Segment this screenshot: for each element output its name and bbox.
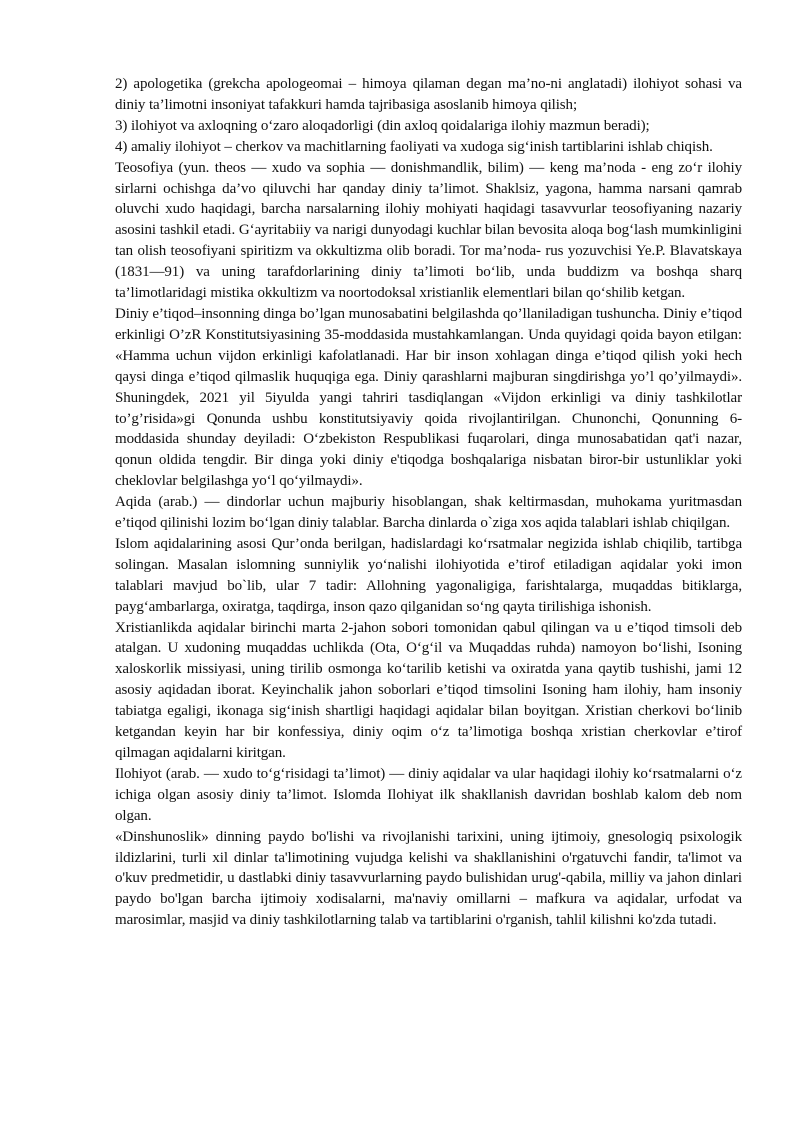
paragraph-apologetika: 2) apologetika (grekcha apologeomai – himoya qilaman degan ma’no-ni anglatadi) ilohiyot sohasi va diniy ta’limotni insoniyat tafakkuri hamda tajribasiga asoslanib himoya qilish;	[115, 76, 742, 113]
paragraph-practical-theology: 4) amaliy ilohiyot – cherkov va machitlarning faoliyati va xudoga sig‘inish tartiblarini ishlab chiqish.	[115, 138, 713, 155]
paragraph-xristianlik: Xristianlikda aqidalar birinchi marta 2-jahon sobori tomonidan qabul qilingan va u e’tiqod timsoli deb atalgan. U xudoning muqaddas uchlikda (Ota, O‘g‘il va Muqaddas ruhda) namoyon bo‘lishi, Isoning xaloskorlik missiyasi, uning tirilib osmonga ko‘tarilib ketishi va oxiratda yana qaytib tushishi, jami 12 asosiy aqidadan iborat. Keyinchalik jahon soborlari e’tiqod timsolini Isoning ham ilohiy, ham insoniy tabiatga egaligi, ikonaga sig‘inish shartligi haqidagi aqidalar bilan boyitgan. Xristian cherkovi bo‘linib ketgandan keyin har bir konfessiya, diniy oqim o‘z ta’limotiga boshqa xristian cherkovlar e’tirof qilmagan aqidalarni kiritgan.	[115, 619, 742, 761]
paragraph-islom-aqidalari: Islom aqidalarining asosi Qur’onda berilgan, hadislardagi ko‘rsatmalar negizida ishlab chiqilib, tartibga solingan. Masalan islomning sunniylik yo‘nalishi ilohiyotida e’tirof etiladigan aqidalar yoki imon talablari mavjud bo`lib, ular 7 tadir: Allohning yagonaligiga, farishtalarga, muqaddas bitiklarga, payg‘ambarlarga, oxiratga, taqdirga, inson qazo qilganidan so‘ng qayta tirilishiga ishonish.	[115, 535, 742, 615]
paragraph-ilohiyot: Ilohiyot (arab. — xudo to‘g‘risidagi ta’limot) — diniy aqidalar va ular haqidagi ilohiy ko‘rsatmalarni o‘z ichiga olgan asosiy diniy ta’limot. Islomda Ilohiyat ilk shakllanish davridan boshlab kalom deb nom olgan.	[115, 765, 742, 824]
paragraph-aqida: Aqida (arab.) — dindorlar uchun majburiy hisoblangan, shak keltirmasdan, muhokama yuritmasdan e’tiqod qilinishi lozim bo‘lgan diniy talablar. Barcha dinlarda o`ziga xos aqida talablari ishlab chiqilgan.	[115, 494, 742, 532]
paragraph-ethics-relation: 3) ilohiyot va axloqning o‘zaro aloqadorligi (din axloq qoidalariga ilohiy mazmun beradi);	[115, 117, 650, 134]
paragraph-teosofiya: Teosofiya (yun. theos — xudo va sophia — donishmandlik, bilim) — keng ma’noda - eng zo‘r ilohiy sirlarni ochishga da’vo qiluvchi har qanday diniy ta’limot. Shaklsiz, yagona, hamma narsani qamrab oluvchi xudo haqidagi, barcha narsalarning ilohiy mohiyati haqidagi tasavvurlar teosofiyaning nazariy asosini tashkil etadi. G‘ayritabiiy va narigi dunyodagi kuchlar bilan bevosita aloqa bog‘lash mumkinligini tan olish teosofiyani spiritizm va okkultizma olib boradi. Tor ma’noda- rus yozuvchisi Ye.P. Blavatskaya (1831—91) va uning tarafdorlarining diniy ta’limoti bo‘lib, unda buddizm va boshqa sharq ta’limotlaridagi mistika okkultizm va noortodoksal xristianlik elementlari bilan qo‘shilib ketgan.	[115, 159, 742, 302]
paragraph-diniy-etiqod: Diniy e’tiqod–insonning dinga bo’lgan munosabatini belgilashda qo’llaniladigan tushuncha. Diniy e’tiqod erkinligi O’zR Konstitutsiyasining 35-moddasida mustahkamlangan. Unda quyidagi qoida bayon etilgan: «Hamma uchun vijdon erkinligi kafolatlanadi. Har bir inson xohlagan dinga e’tiqod qilish yoki hech qaysi dinga e’tiqod qilmaslik huquqiga ega. Diniy qarashlarni majburan singdirishga yo’l qo’yilmaydi». Shuningdek, 2021 yil 5iyulda yangi tahriri tasdiqlangan «Vijdon erkinligi va diniy tashkilotlar to’g’risida»gi Qonunda ushbu konstitutsiyaviy qoida rivojlantirilgan. Chunonchi, Qonunning 6-moddasida shunday deyiladi: O‘zbekiston Respublikasi fuqarolari, dinga munosabatidan qat'i nazar, qonun oldida tengdir. Bir dinga yoki diniy e'tiqodga boshqalariga nisbatan biror-bir ustunliklar yoki cheklovlar belgilashga yo‘l qo‘yilmaydi».	[115, 305, 742, 490]
paragraph-dinshunoslik: «Dinshunoslik» dinning paydo bo'lishi va rivojlanishi tarixini, uning ijtimoiy, gnesologiq psixologik ildizlarini, turli xil dinlar ta'limotining vujudga kelishi va shakllanishini o'rgatuvchi fandir, ta'limot va o'kuv predmetidir, u dastlabki diniy tasavvurlarning paydo bulishidan urug'-qabila, milliy va jahon dinlari paydo bo'lgan barcha ijtimoiy xodisalarni, ma'naviy omillarni – mafkura va aqidalar, urfodat va marosimlar, masjid va diniy tashkilotlarning talab va tartiblarini o'rganish, tahlil kilishni ko'zda tutadi.	[115, 828, 742, 929]
